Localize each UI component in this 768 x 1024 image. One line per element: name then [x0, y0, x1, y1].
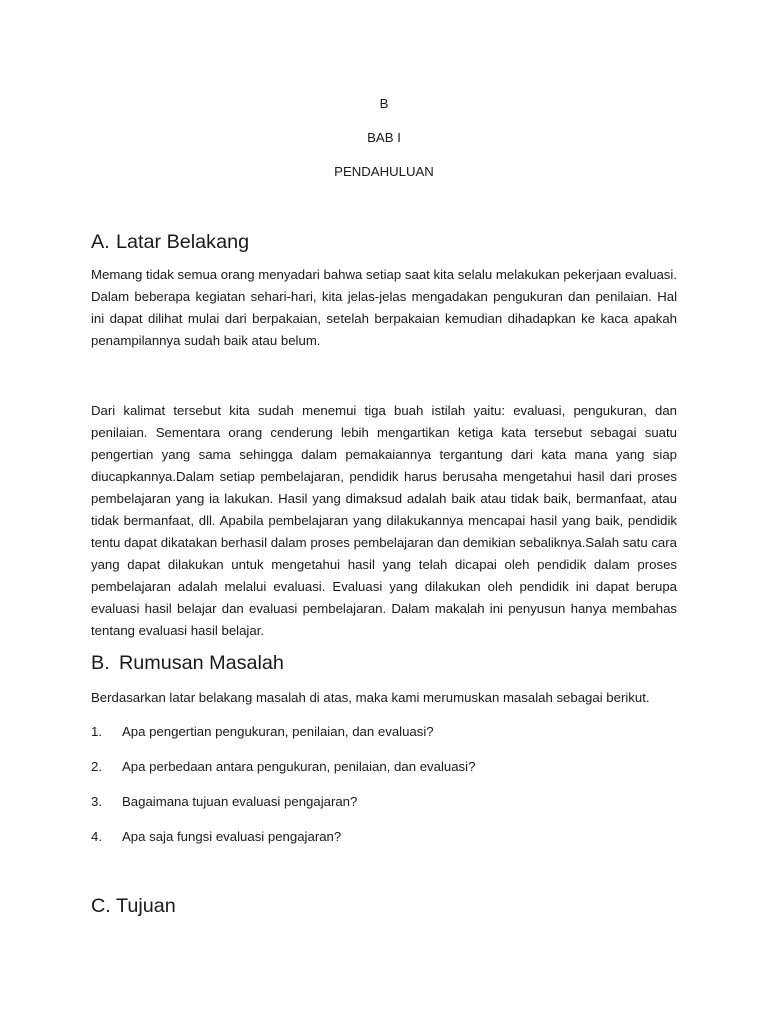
background-paragraph-2: Dari kalimat tersebut kita sudah menemui tiga buah istilah yaitu: evaluasi, pengukuran, dan penilaian. Sementara orang cenderung lebih mengartikan ketiga kata tersebut sebagai suatu pengertian yang sama sehingga dalam pemakaiannya tergantung dari kata mana yang siap diucapkannya.Dalam setiap pembelajaran, pendidik harus berusaha mengetahui hasil dari proses pembelajaran yang ia lakukan. Hasil yang dimaksud adalah baik atau tidak baik, bermanfaat, atau tidak bermanfaat, dll. Apabila pembelajaran yang dilakukannya mencapai hasil yang baik, pendidik tentu dapat dikatakan berhasil dalam proses pembelajaran dan demikian sebaliknya.Salah satu cara yang dapat dilakukan untuk mengetahui hasil yang telah dicapai oleh pendidik dalam proses pembelajaran adalah melalui evaluasi. Evaluasi yang dilakukan oleh pendidik ini dapat berupa evaluasi hasil belajar dan evaluasi pembelajaran. Dalam makalah ini penyusun hanya membahas tentang evaluasi hasil belajar.	[91, 403, 677, 638]
section-c-heading	[91, 895, 176, 917]
section-a-title: Latar Belakang	[116, 231, 250, 253]
list-item-text: Apa perbedaan antara pengukuran, penilaian, dan evaluasi?	[122, 759, 476, 774]
background-paragraph-1: Memang tidak semua orang menyadari bahwa setiap saat kita selalu melakukan pekerjaan evaluasi. Dalam beberapa kegiatan sehari-hari, kita jelas-jelas mengadakan pengukuran dan penilaian. Hal ini dapat dilihat mulai dari berpakaian, setelah berpakaian kemudian dihadapkan ke kaca apakah penampilannya sudah baik atau belum.	[91, 267, 677, 348]
section-c-title: Tujuan	[116, 895, 176, 917]
list-item-number: 4.	[91, 829, 102, 844]
problem-intro: Berdasarkan latar belakang masalah di atas, maka kami merumuskan masalah sebagai berikut.	[91, 690, 650, 705]
list-item-number: 3.	[91, 794, 102, 809]
list-item	[91, 759, 475, 775]
list-item	[91, 724, 434, 740]
chapter-title: PENDAHULUAN	[334, 164, 434, 179]
section-b-marker: B.	[91, 652, 110, 674]
header-letter: B	[379, 96, 389, 111]
section-a-heading	[91, 231, 250, 253]
list-item-text: Bagaimana tujuan evaluasi pengajaran?	[122, 794, 358, 809]
section-a-marker: A.	[91, 231, 110, 253]
list-item-number: 2.	[91, 759, 102, 774]
section-c-marker: C.	[91, 895, 111, 917]
list-item	[91, 829, 341, 845]
chapter-number: BAB I	[367, 130, 401, 145]
list-item-number: 1.	[91, 724, 102, 739]
section-b-heading	[91, 652, 284, 674]
list-item	[91, 794, 357, 810]
list-item-text: Apa saja fungsi evaluasi pengajaran?	[122, 829, 342, 844]
list-item-text: Apa pengertian pengukuran, penilaian, dan evaluasi?	[122, 724, 434, 739]
section-b-title: Rumusan Masalah	[119, 652, 284, 674]
